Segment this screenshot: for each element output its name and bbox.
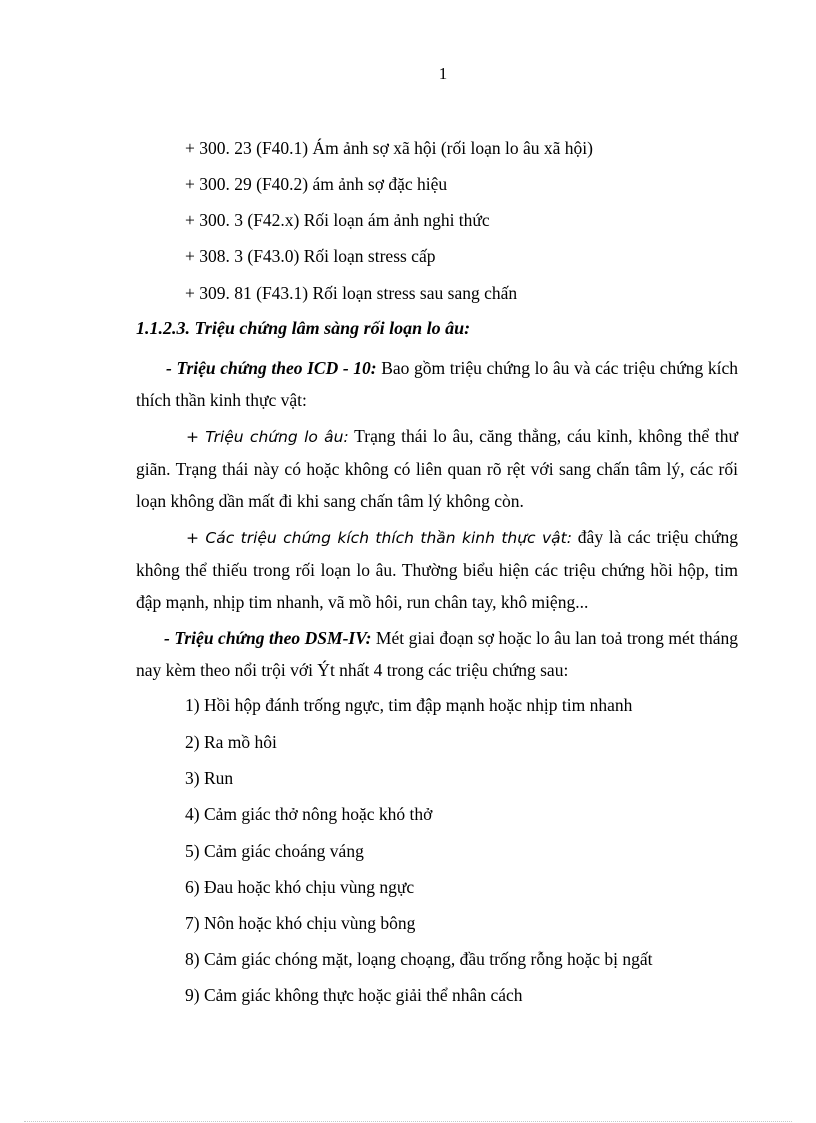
anxiety-text: Trạng thái lo âu, căng thẳng, cáu kỉnh, không thể thư giãn. Trạng thái này có hoặc không có liên quan rõ rệt với sang chấn tâm lý, các rối loạn không dần mất đi khi sang chấn tâm lý không còn. — [136, 426, 738, 511]
icd-label: - Triệu chứng theo ICD - 10: — [166, 358, 377, 378]
anxiety-label: + Triệu chứng lo âu: — [186, 428, 349, 446]
autonomic-text: đây là các triệu chứng không thể thiếu trong rối loạn lo âu. Thường biểu hiện các triệu chứng hồi hộp, tim đập mạnh, nhịp tim nhanh, vã mồ hôi, run chân tay, khô miệng... — [136, 527, 738, 612]
code-line: + 300. 29 (F40.2) ám ảnh sợ đặc hiệu — [185, 174, 448, 194]
paragraph-autonomic — [136, 521, 738, 618]
page-number: 1 — [438, 64, 448, 83]
list-item: 3) Run — [185, 768, 234, 788]
list-item: 6) Đau hoặc khó chịu vùng ngực — [185, 877, 415, 897]
paragraph-anxiety — [136, 420, 738, 517]
list-item: 8) Cảm giác chóng mặt, loạng choạng, đầu trống rỗng hoặc bị ngất — [185, 949, 653, 969]
code-line: + 309. 81 (F43.1) Rối loạn stress sau sang chấn — [185, 283, 518, 303]
icd-text: Bao gồm triệu chứng lo âu và các triệu chứng kích thích thần kinh thực vật: — [136, 358, 738, 410]
code-line: + 300. 3 (F42.x) Rối loạn ám ảnh nghi thức — [185, 210, 490, 230]
list-item: 1) Hồi hộp đánh trống ngực, tim đập mạnh hoặc nhịp tim nhanh — [185, 695, 633, 715]
paragraph-icd — [136, 352, 738, 416]
list-item: 7) Nôn hoặc khó chịu vùng bông — [185, 913, 416, 933]
list-item: 9) Cảm giác không thực hoặc giải thể nhân cách — [185, 985, 523, 1005]
section-heading: 1.1.2.3. Triệu chứng lâm sàng rối loạn lo âu: — [136, 318, 471, 338]
paragraph-dsm — [136, 622, 738, 686]
code-line: + 300. 23 (F40.1) Ám ảnh sợ xã hội (rối loạn lo âu xã hội) — [185, 138, 593, 158]
code-line: + 308. 3 (F43.0) Rối loạn stress cấp — [185, 246, 436, 266]
autonomic-label: + Các triệu chứng kích thích thần kinh thực vật: — [186, 529, 572, 547]
dsm-label: - Triệu chứng theo DSM-IV: — [164, 628, 372, 648]
list-item: 4) Cảm giác thở nông hoặc khó thở — [185, 804, 433, 824]
list-item: 2) Ra mồ hôi — [185, 732, 277, 752]
list-item: 5) Cảm giác choáng váng — [185, 841, 364, 861]
footer-divider — [24, 1121, 792, 1122]
dsm-text: Mét giai đoạn sợ hoặc lo âu lan toả trong mét tháng nay kèm theo nổi trội với Ýt nhất 4 trong các triệu chứng sau: — [136, 628, 739, 680]
